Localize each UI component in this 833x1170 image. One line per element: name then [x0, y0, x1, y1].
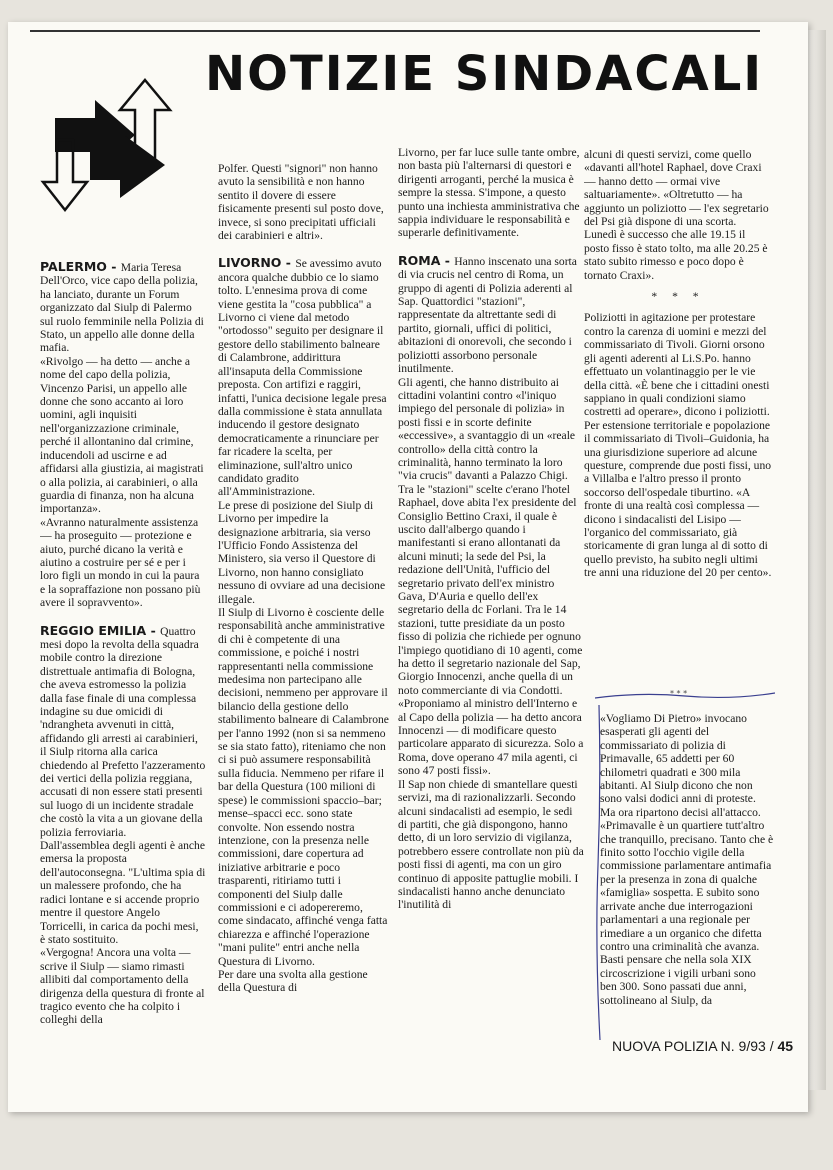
city-heading: ROMA -	[398, 252, 455, 268]
city-heading: REGGIO EMILIA -	[40, 622, 161, 638]
paragraph: Quattro mesi dopo la revolta della squadra mobile contro la direzione distrettuale antimafia di Bologna, che aveva estromesso la polizia dalla fase finale di una complessa indagine su due omicidi di 'ndrangheta avvenuti in città, affidando gli arresti ai carabinieri, il Siulp ritorna alla carica chiedendo al Prefetto l'azzeramento dei vertici della polizia reggiana, accusati di non essere stati presenti sul luogo di un incidente stradale che costò la vita a un giovane della polizia ferroviaria.	[40, 624, 206, 839]
paragraph: «Vogliamo Di Pietro» invocano esasperati gli agenti del commissariato di polizia di Primavalle, 65 addetti per 60 chilometri quadrati e 300 mila abitanti. Al Siulp dicono che non sono valsi dodici anni di proteste. Ma ora ripartono decisi all'attacco. «Primavalle è un quartiere tutt'altro che tranquillo, precisano. Tanto che è finito sotto l'occhio vigile della commissione parlamentare antimafia per la presenza in zona di qualche «famiglia» sospetta. E subito sono arrivate anche due interrogazioni parlamentari a una regionale per rimediare a un organico che difetta contro una criminalità che avanza. Basti pensare che nella sola XIX circoscrizione i vigili urbani sono ben 300. Sono passati due anni, sottolineano al Siulp, da	[600, 712, 774, 1007]
paragraph: Tra le "stazioni" scelte c'erano l'hotel Raphael, dove abita l'ex presidente del Consiglio Bettino Craxi, il quale è uscito dall'albergo quando i manifestanti si erano allontanati da alcuni minuti; la sede del Psi, la redazione dell'Unità, l'ufficio del segretario privato dell'ex ministro Gava, D'Auria e quello dell'ex segretario della dc Forlani. Tra le 14 stazioni, tutte presidiate da un posto fisso di polizia che richiede per ognuno l'impiego quotidiano di 10 agenti, come ha detto il segretario nazionale del Sap, Giorgio Innocenzi, anche quella di un noto commerciante di via Condotti. «Proponiamo al ministro dell'Interno e al Capo della polizia — ha detto ancora Innocenzi — di modificare questo particolare apparato di sicurezza. Solo a Roma, dove operano 47 mila agenti, ci sono 47 posti fissi».	[398, 482, 584, 778]
paragraph: Dall'assemblea degli agenti è anche emersa la proposta dell'autoconsegna. "L'ultima spia di un malessere profondo, che ha radici lontane e si accende proprio mentre il questore Angelo Torricelli, in carica da pochi mesi, è stato sostituito.	[40, 839, 206, 946]
separator-stars-2: * * *	[670, 690, 688, 698]
page-footer	[612, 1038, 793, 1054]
paragraph: Il Siulp di Livorno è cosciente delle responsabilità anche amministrative di chi è competente di una commissione, e poiché i nostri rappresentanti nella commissione medesima non partecipano alle decisioni, nemmeno per approvare il bilancio della gestione dello stabilimento balneare di Calambrone per l'anno 1992 (non si sa nemmeno se sia stato fatto), riteniamo che non ci si può assumere responsabilità sulla fiducia. Nemmeno per rifare il bar della Questura (100 milioni di spese) le commissioni spaccio–bar; mense–spacci ecc. sono state convolte. Non essendo nostra intenzione, con la presenza nelle commissioni, dare copertura ad iniziative arbitrarie e poco trasparenti, ritiriamo tutti i componenti del Siulp dalle commissioni e ci adopereremo, come sindacato, affinché venga fatta chiarezza e affinché l'operazione "mani pulite" entri anche nella Questura di Livorno.	[218, 606, 389, 968]
paragraph: «Vergogna! Ancora una volta — scrive il Siulp — siamo rimasti allibiti dal comportamento della dirigenza della questura di fronte al tragico evento che ha colpito i colleghi della	[40, 946, 205, 1027]
column-3	[398, 146, 584, 1076]
column-2	[218, 162, 390, 1082]
city-heading: LIVORNO -	[218, 255, 296, 271]
separator-stars: * * *	[651, 290, 705, 304]
paragraph: Il Sap non chiede di smantellare questi servizi, ma di razionalizzarli. Secondo alcuni sindacalisti ad esempio, le sedi di partiti, che già dispongono, hanno detto, di un loro servizio di vigilanza, potrebbero essere controllate non più da posti fissi di agenti, ma con un giro continuo di apposite pattuglie mobili. I sindacalisti hanno anche denunciato l'inutilità di	[398, 777, 584, 912]
paragraph: «Avranno naturalmente assistenza — ha proseguito — protezione e aiuto, purché dicano la verità e aiutino a costruire per sé e per i loro figli un mondo in cui la paura e la sopraffazione non possano più avere il sopravvento».	[40, 515, 201, 610]
page-number: 45	[777, 1038, 794, 1054]
paragraph: «Rivolgo — ha detto — anche a nome del capo della polizia, Vincenzo Parisi, un appello alle donne che sono accanto ai loro uomini, agli inquisiti nell'organizzazione criminale, perché il allontanino dal crimine, inducendoli ad uscirne e ad affidarsi alla giustizia, ai magistrati o alla polizia, ai carabinieri, o alla guardia di finanza, non ha alcuna importanza».	[40, 354, 204, 516]
column-1	[40, 260, 206, 1080]
paragraph: alcuni di questi servizi, come quello «davanti all'hotel Raphael, dove Craxi — hanno detto — ormai vive saltuariamente». «Oltretutto — ha aggiunto un poliziotto — l'ex segretario del Psi già dispone di una scorta. Lunedì è successo che alle 19.15 il posto fisso è stato tolto, ma alle 20.25 è stato subito rimesso e poco dopo è tornato Craxi».	[584, 148, 769, 282]
paragraph: Per dare una svolta alla gestione della Questura di	[218, 967, 368, 995]
paragraph: Le prese di posizione del Siulp di Livorno per impedire la designazione arbitraria, sia verso l'Ufficio Fondo Assistenza del Ministero, sia verso il Questore di Livorno, non hanno consigliato nessuno di ovviare ad una decisione illegale.	[218, 498, 386, 606]
magazine-name: NUOVA POLIZIA N. 9/93 /	[612, 1038, 774, 1054]
paragraph: Polfer. Questi "signori" non hanno avuto la sensibilità e non hanno sentito il dovere di essere fisicamente presenti sul posto dove, invece, si sono precipitati ufficiali dei carabinieri e altri».	[218, 162, 384, 243]
paragraph: Maria Teresa Dell'Orco, vice capo della polizia, ha lanciato, durante un Forum organizzato dal Siulp di Palermo sul ruolo femminile nella Polizia di Stato, un appello alle donne della mafia.	[40, 261, 204, 355]
column-4	[584, 148, 772, 698]
arrows-logo	[35, 70, 200, 245]
paragraph: Hanno inscenato una sorta di via crucis nel centro di Roma, un gruppo di agenti di Polizia aderenti al Sap. Quattordici "stazioni", rappresentate da altrettante sedi di partito, giornali, uffici di politici, abitazioni di onorevoli, che secondo i poliziotti assorbono personale inutilmente.	[398, 254, 577, 376]
section-title: NOTIZIE SINDACALI	[205, 46, 764, 102]
handwritten-separator	[595, 690, 775, 702]
paragraph: Poliziotti in agitazione per protestare contro la carenza di uomini e mezzi del commissariato di Tivoli. Giorni orsono gli agenti aderenti al Li.S.Po. hanno effettuato un volantinaggio per le vie della città. «È bene che i cittadini onesti sappiano in quali condizioni siamo costretti ad operare», dicono i poliziotti. Per estensione territoriale e popolazione il commissariato di Tivoli–Guidonia, ha una giurisdizione superiore ad alcune questure, comprende due posti fissi, uno a Villalba e l'altro presso il pronto soccorso dell'ospedale tiburtino. «A fronte di una realtà così complessa — dicono i sindacalisti del Lisipo — l'organico del commissariato, già storicamente di gran lunga al di sotto di quello previsto, ha subito negli ultimi tre anni una riduzione del 20 per cento».	[584, 311, 772, 580]
paragraph: Livorno, per far luce sulle tante ombre, non basta più l'alternarsi di questori e dirigenti arroganti, perché la musica è sempre la stessa. S'impone, a questo punto una inchiesta amministrativa che sappia individuare le responsabilità e superarle definitivamente.	[398, 146, 580, 240]
paragraph: Se avessimo avuto ancora qualche dubbio ce lo siamo tolto. L'ennesima prova di come viene gestita la "cosa pubblica" a Livorno ci viene dal metodo "ortodosso" seguito per designare il gestore dello stabilimento balneare di Calambrone, addirittura all'insaputa della Commissione preposta. Con artifizi e raggiri, infatti, l'unica decisione legale presa dalla commissione è stata annullata inducendo il gestore designato democraticamente a rinunciare per far ricadere la scelta, per eliminazione, sull'altro unico candidato gradito all'Amministrazione.	[218, 257, 387, 499]
city-heading: PALERMO -	[40, 260, 121, 274]
column-4-lower	[600, 712, 774, 1034]
top-rule	[30, 30, 760, 32]
paragraph: Gli agenti, che hanno distribuito ai cittadini volantini contro «l'iniquo impiego del personale di polizia» in posti fissi e in scorte definite «eccessive», a svantaggio di un «reale controllo» della città contro la criminalità, hanno terminato la loro "via crucis" davanti a Palazzo Chigi.	[398, 375, 576, 483]
